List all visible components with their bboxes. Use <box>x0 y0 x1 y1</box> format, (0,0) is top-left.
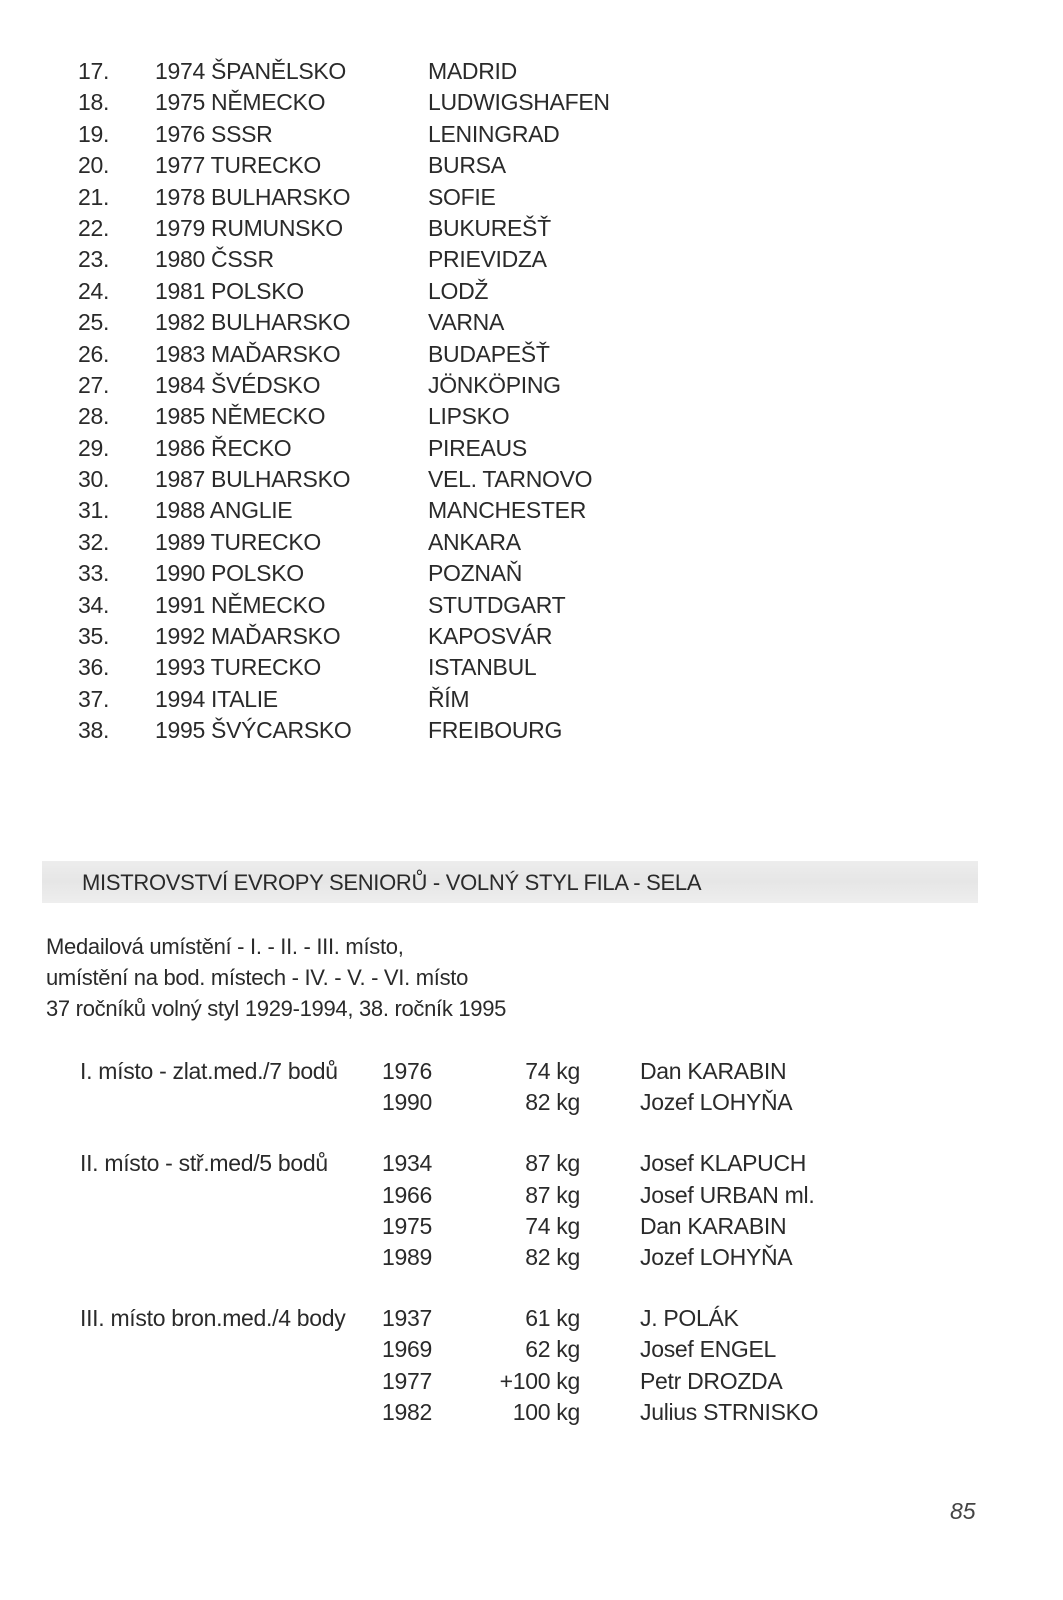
championship-year-country: 1977 TURECKO <box>155 152 321 179</box>
championship-year-country: 1980 ČSSR <box>155 246 274 273</box>
medal-year: 1934 <box>382 1150 432 1177</box>
championship-row <box>78 715 778 746</box>
championship-row <box>78 119 778 150</box>
championship-number: 24. <box>78 277 110 304</box>
championship-row <box>78 307 778 338</box>
championship-city: LODŽ <box>428 277 489 304</box>
championship-year-country: 1991 NĚMECKO <box>155 591 326 618</box>
championship-city: PIREAUS <box>428 434 527 461</box>
championship-year-country: 1990 POLSKO <box>155 560 304 587</box>
championship-row <box>78 590 778 621</box>
championship-number: 26. <box>78 340 110 367</box>
championship-city: ISTANBUL <box>428 654 537 681</box>
medal-place: III. místo bron.med./4 body <box>80 1305 346 1332</box>
medal-weight: 82 kg <box>525 1243 580 1270</box>
medal-athlete: Jozef LOHYŇA <box>640 1243 793 1270</box>
championship-city: SOFIE <box>428 183 496 210</box>
championship-row <box>78 370 778 401</box>
championship-year-country: 1979 RUMUNSKO <box>155 214 343 241</box>
championship-row <box>78 652 778 683</box>
medal-weight: 87 kg <box>525 1181 580 1208</box>
championship-year-country: 1992 MAĎARSKO <box>155 623 341 650</box>
championship-year-country: 1982 BULHARSKO <box>155 309 351 336</box>
intro-line-1: Medailová umístění - I. - II. - III. místo, <box>46 934 404 959</box>
championship-city: MADRID <box>428 58 517 84</box>
medal-athlete: Petr DROZDA <box>640 1367 783 1394</box>
championship-row <box>78 433 778 464</box>
championship-city: STUTDGART <box>428 591 566 618</box>
championship-year-country: 1975 NĚMECKO <box>155 89 326 116</box>
championship-number: 28. <box>78 403 110 430</box>
medal-year: 1990 <box>382 1089 432 1116</box>
medal-weight: 87 kg <box>525 1150 580 1177</box>
championship-city: MANCHESTER <box>428 497 587 524</box>
section-title: MISTROVSTVÍ EVROPY SENIORŮ - VOLNÝ STYL FILA - SELA <box>82 870 702 895</box>
medal-athlete: Dan KARABIN <box>640 1212 787 1239</box>
championship-year-country: 1987 BULHARSKO <box>155 466 351 493</box>
championship-city: ANKARA <box>428 528 521 555</box>
championship-number: 19. <box>78 120 110 147</box>
championship-year-country: 1983 MAĎARSKO <box>155 340 341 367</box>
medal-place: II. místo - stř.med/5 bodů <box>80 1150 328 1177</box>
championship-number: 35. <box>78 623 110 650</box>
medal-weight: 100 kg <box>512 1398 580 1425</box>
championship-list <box>78 56 778 747</box>
intro-line-2: umístění na bod. místech - IV. - V. - VI. místo <box>46 965 469 990</box>
championship-row <box>78 276 778 307</box>
championship-number: 22. <box>78 214 110 241</box>
section-header <box>42 861 978 903</box>
championship-row <box>78 558 778 589</box>
championship-number: 25. <box>78 309 110 336</box>
medal-group <box>80 1303 980 1428</box>
medal-row <box>80 1087 980 1118</box>
medal-year: 1969 <box>382 1336 432 1363</box>
medal-athlete: Josef KLAPUCH <box>640 1150 807 1177</box>
medal-weight: 62 kg <box>525 1336 580 1363</box>
championship-number: 29. <box>78 434 110 461</box>
medal-place: I. místo - zlat.med./7 bodů <box>80 1058 338 1084</box>
championship-city: PRIEVIDZA <box>428 246 547 273</box>
medal-year: 1937 <box>382 1305 432 1332</box>
championship-city: KAPOSVÁR <box>428 623 553 650</box>
championship-year-country: 1993 TURECKO <box>155 654 321 681</box>
medal-weight: 74 kg <box>525 1058 580 1084</box>
medal-row <box>80 1366 980 1397</box>
championship-year-country: 1978 BULHARSKO <box>155 183 351 210</box>
medal-row <box>80 1303 980 1334</box>
championship-row <box>78 56 778 87</box>
championship-year-country: 1995 ŠVÝCARSKO <box>155 717 352 744</box>
championship-row <box>78 339 778 370</box>
medal-weight: 61 kg <box>525 1305 580 1332</box>
medal-year: 1975 <box>382 1212 432 1239</box>
medal-row <box>80 1397 980 1428</box>
championship-number: 21. <box>78 183 110 210</box>
championship-row <box>78 495 778 526</box>
medal-athlete: Josef URBAN ml. <box>640 1181 815 1208</box>
championship-city: FREIBOURG <box>428 717 563 744</box>
championship-number: 36. <box>78 654 110 681</box>
medal-group <box>80 1056 980 1118</box>
championship-city: BURSA <box>428 152 506 179</box>
championship-row <box>78 213 778 244</box>
championship-year-country: 1976 SSSR <box>155 120 273 147</box>
championship-year-country: 1974 ŠPANĚLSKO <box>155 58 346 84</box>
medal-year: 1976 <box>382 1058 432 1084</box>
medal-row <box>80 1334 980 1365</box>
championship-city: ŘÍM <box>428 685 470 712</box>
championship-year-country: 1986 ŘECKO <box>155 434 292 461</box>
championship-city: BUDAPEŠŤ <box>428 340 550 367</box>
medal-athlete: Julius STRNISKO <box>640 1398 819 1425</box>
championship-row <box>78 244 778 275</box>
championship-row <box>78 464 778 495</box>
championship-row <box>78 621 778 652</box>
championship-row <box>78 527 778 558</box>
medal-group <box>80 1148 980 1273</box>
medal-row <box>80 1242 980 1273</box>
medal-weight: 82 kg <box>525 1089 580 1116</box>
medal-row <box>80 1148 980 1179</box>
medal-year: 1966 <box>382 1181 432 1208</box>
championship-number: 38. <box>78 717 110 744</box>
championship-city: VEL. TARNOVO <box>428 466 593 493</box>
medal-year: 1982 <box>382 1398 432 1425</box>
championship-row <box>78 401 778 432</box>
championship-number: 18. <box>78 89 110 116</box>
championship-city: BUKUREŠŤ <box>428 214 551 241</box>
championship-city: JÖNKÖPING <box>428 371 561 398</box>
championship-city: VARNA <box>428 309 505 336</box>
medal-athlete: Dan KARABIN <box>640 1058 787 1084</box>
championship-number: 17. <box>78 58 110 84</box>
medal-year: 1977 <box>382 1367 432 1394</box>
championship-row <box>78 150 778 181</box>
intro-line-3: 37 ročníků volný styl 1929-1994, 38. ročník 1995 <box>46 996 507 1021</box>
championship-city: LENINGRAD <box>428 120 560 147</box>
championship-row <box>78 182 778 213</box>
medal-row <box>80 1180 980 1211</box>
championship-year-country: 1981 POLSKO <box>155 277 304 304</box>
championship-year-country: 1994 ITALIE <box>155 685 278 712</box>
medal-athlete: J. POLÁK <box>640 1305 739 1332</box>
medal-weight: 74 kg <box>525 1212 580 1239</box>
medal-row <box>80 1056 980 1087</box>
medal-athlete: Josef ENGEL <box>640 1336 777 1363</box>
championship-number: 20. <box>78 152 110 179</box>
championship-year-country: 1989 TURECKO <box>155 528 321 555</box>
championship-number: 33. <box>78 560 110 587</box>
page-number: 85 <box>950 1498 976 1524</box>
medal-row <box>80 1211 980 1242</box>
championship-number: 31. <box>78 497 110 524</box>
medals-table <box>80 1056 980 1458</box>
championship-number: 37. <box>78 685 110 712</box>
championship-city: POZNAŇ <box>428 560 523 587</box>
championship-number: 34. <box>78 591 110 618</box>
championship-city: LIPSKO <box>428 403 510 430</box>
championship-number: 23. <box>78 246 110 273</box>
medal-athlete: Jozef LOHYŇA <box>640 1089 793 1116</box>
championship-number: 32. <box>78 528 110 555</box>
intro-text <box>46 931 506 1024</box>
championship-year-country: 1984 ŠVÉDSKO <box>155 371 321 398</box>
championship-city: LUDWIGSHAFEN <box>428 89 610 116</box>
championship-number: 30. <box>78 466 110 493</box>
championship-row <box>78 684 778 715</box>
championship-row <box>78 87 778 118</box>
medal-weight: +100 kg <box>499 1367 580 1394</box>
championship-year-country: 1985 NĚMECKO <box>155 403 326 430</box>
medal-year: 1989 <box>382 1243 432 1270</box>
championship-year-country: 1988 ANGLIE <box>155 497 293 524</box>
championship-number: 27. <box>78 371 110 398</box>
